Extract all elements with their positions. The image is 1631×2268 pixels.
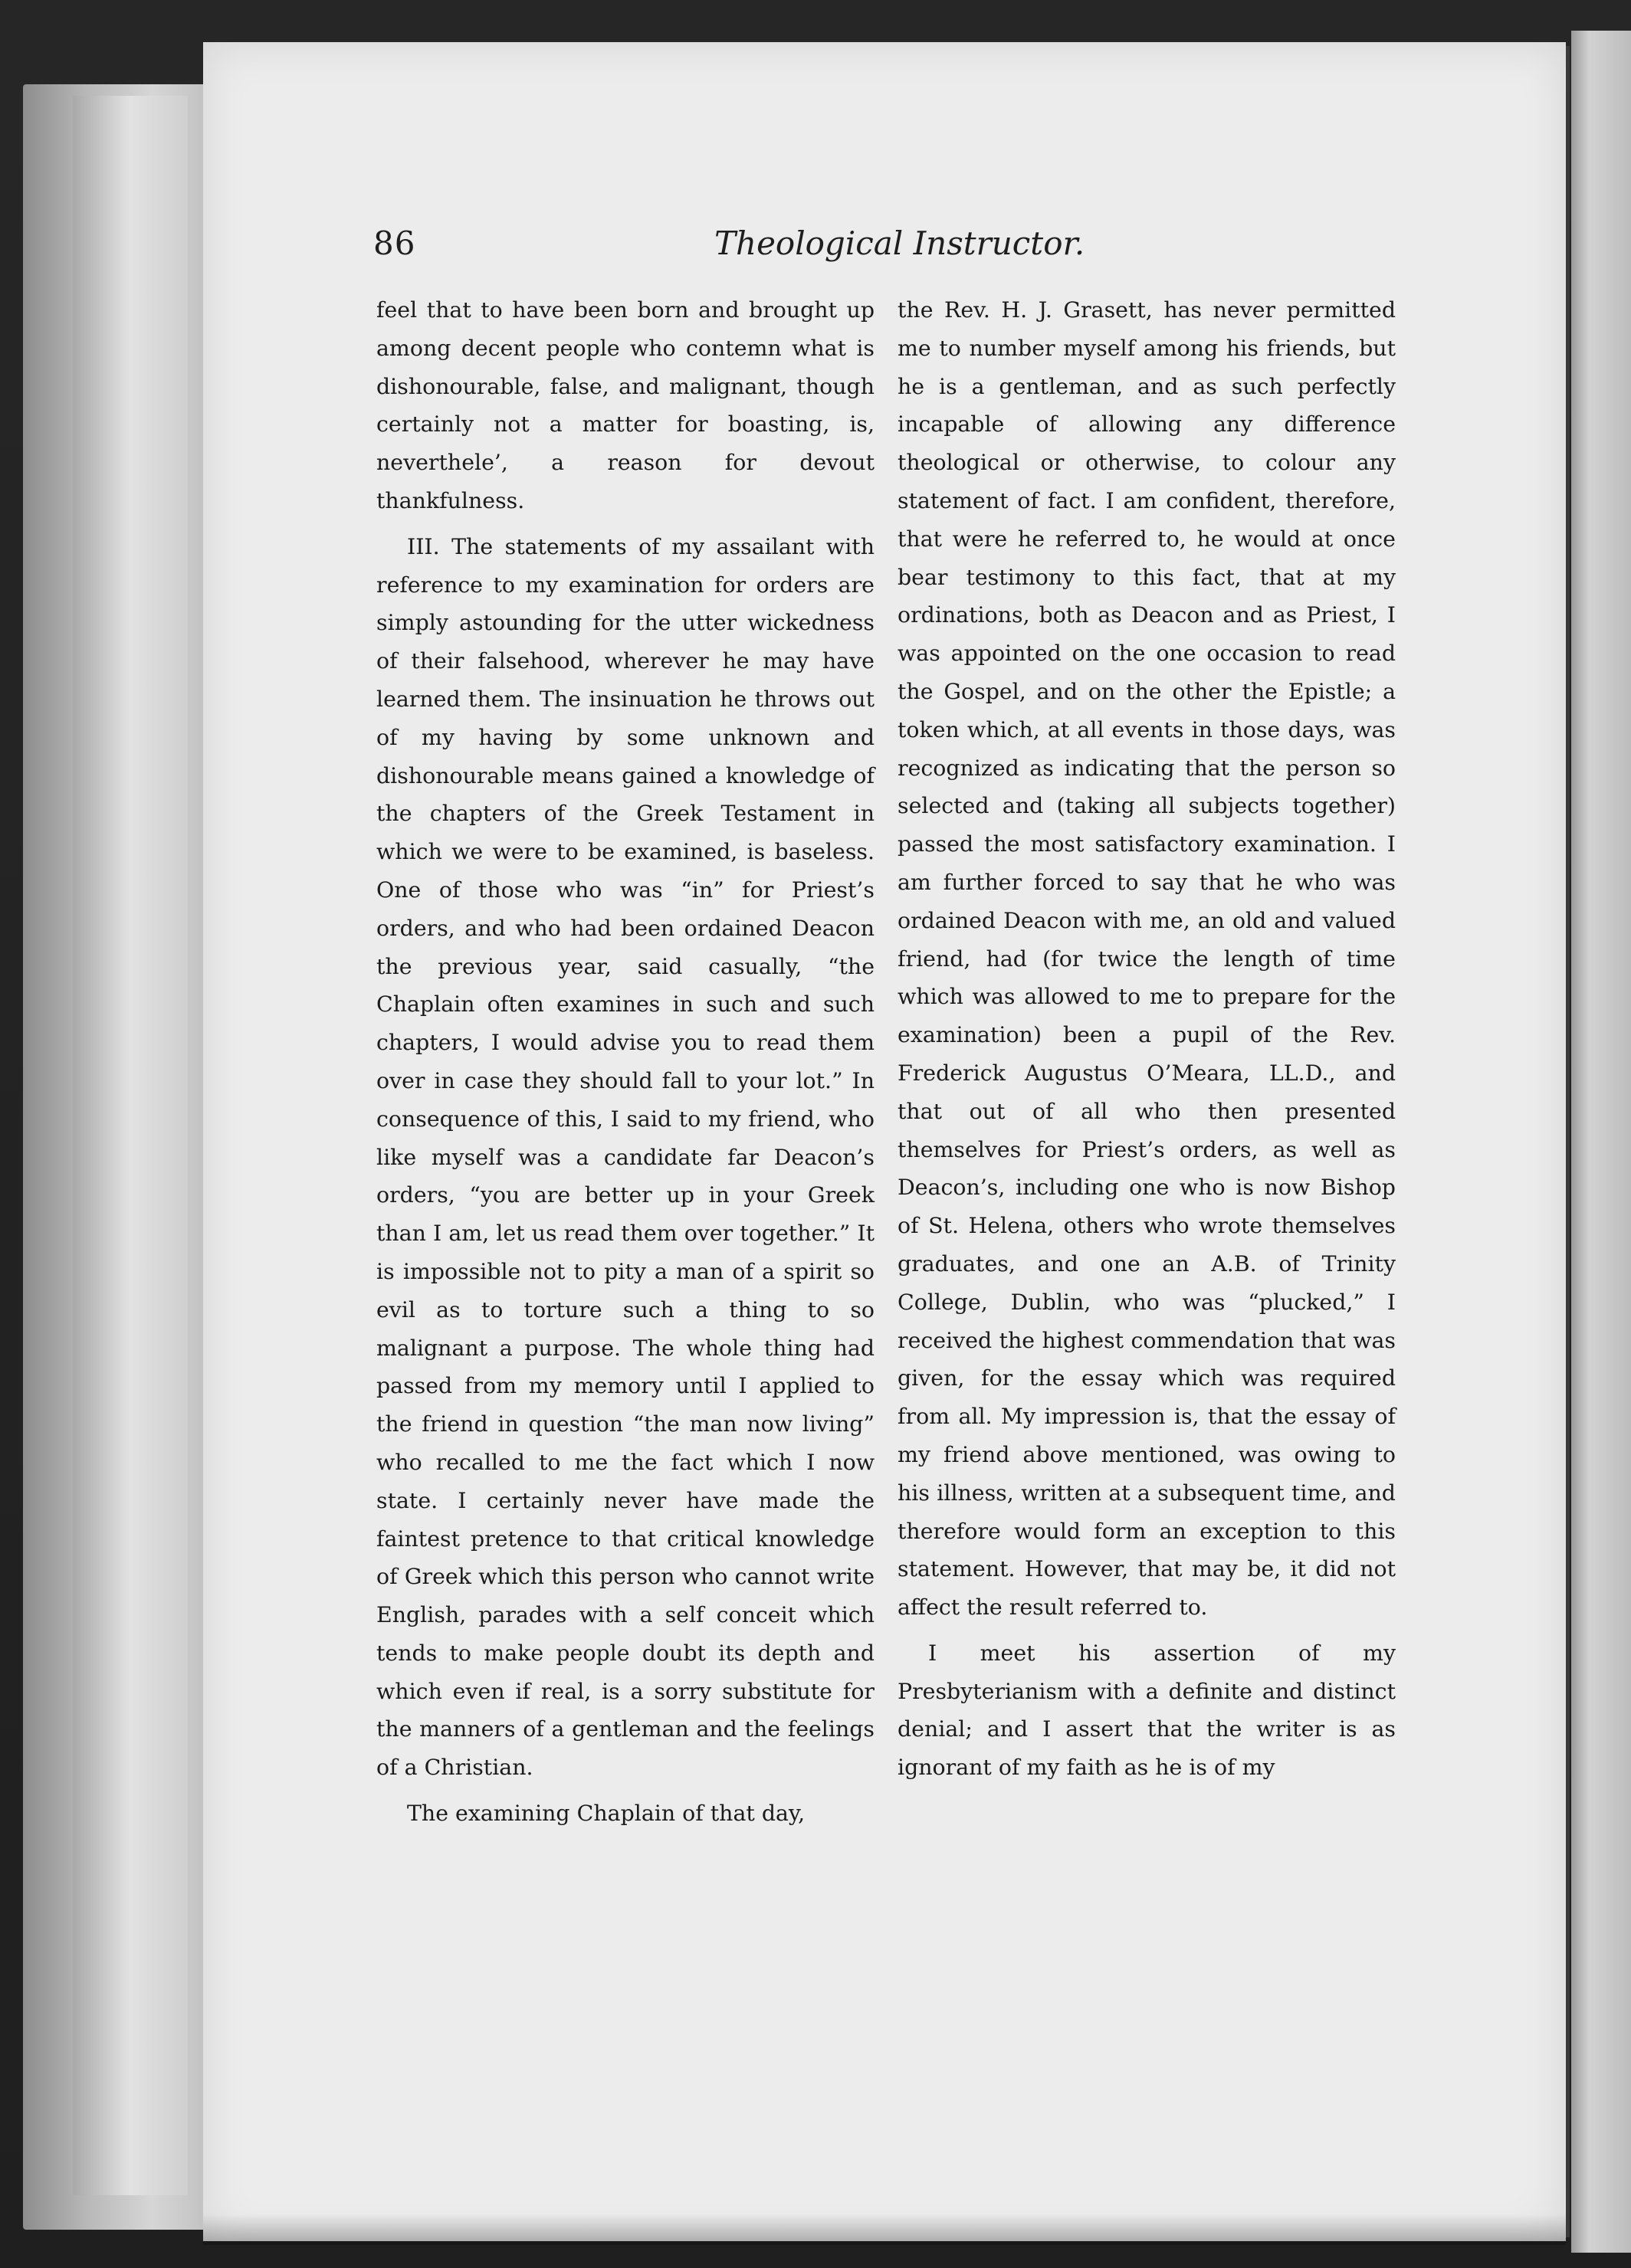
page-number: 86: [373, 225, 416, 262]
running-head: [373, 225, 1408, 278]
paragraph: the Rev. H. J. Grasett, has never permitted me to number myself among his friends, but he is a gentleman, and as such perfectly incapable of allowing any difference theological or otherwise, to colour any statement of fact. I am confident, therefore, that were he referred to, he would at once bear testimony to this fact, that at my ordinations, both as Deacon and as Priest, I was appointed on the one occasion to read the Gospel, and on the other the Epistle; a token which, at all events in those days, was recognized as indicating that the person so selected and (taking all subjects together) passed the most satisfactory examination. I am further forced to say that he who was ordained Deacon with me, an old and valued friend, had (for twice the length of time which was allowed to me to prepare for the examination) been a pupil of the Rev. Frederick Augustus O’Meara, LL.D., and that out of all who then presented themselves for Priest’s orders, as well as Deacon’s, including one who is now Bishop of St. Helena, others who wrote themselves graduates, and one an A.B. of Trinity College, Dublin, who was “plucked,” I received the highest commendation that was given, for the essay which was required from all. My impression is, that the essay of my friend above mentioned, was owing to his illness, written at a subsequent time, and therefore would form an exception to this statement. However, that may be, it did not affect the result referred to.: [898, 297, 1396, 1621]
paragraph: III. The statements of my assailant with reference to my examination for orders are simply astounding for the utter wickedness of their falsehood, wherever he may have learned them. The insinuation he throws out of my having by some unknown and dishonourable means gained a knowledge of the chapters of the Greek Testament in which we were to be examined, is baseless. One of those who was “in” for Priest’s orders, and who had been ordained Deacon the previous year, said casually, “the Chaplain often examines in such and such chapters, I would advise you to read them over in case they should fall to your lot.” In consequence of this, I said to my friend, who like myself was a candidate far Deacon’s orders, “you are better up in your Greek than I am, let us read them over together.” It is impossible not to pity a man of a spirit so evil as to torture such a thing to so malignant a purpose. The whole thing had passed from my memory until I applied to the friend in question “the man now living” who recalled to me the fact which I now state. I certainly never have made the faintest pretence to that critical knowledge of Greek which this person who cannot write English, parades with a self conceit which tends to make people doubt its depth and which even if real, is a sorry substitute for the manners of a gentleman and the feelings of a Christian.: [376, 533, 875, 1781]
paragraph: I meet his assertion of my Presbyterianism with a definite and distinct denial; and I assert that the writer is as ignorant of my faith as he is of my: [898, 1640, 1396, 1781]
paragraph: feel that to have been born and brought up among decent people who contemn what is dishonourable, false, and malignant, though certainly not a matter for boasting, is, neverthele’, a reason for devout thankfulness.: [376, 297, 875, 513]
book-page-stack-left: [73, 96, 188, 2195]
running-title: Theological Instructor.: [714, 225, 1085, 262]
page-bottom-shadow: [203, 2214, 1566, 2245]
right-column: [898, 291, 1396, 1787]
paragraph: The examining Chaplain of that day,: [407, 1801, 806, 1827]
book-page-stack-right: [1571, 31, 1631, 2253]
left-column: [376, 291, 875, 1833]
